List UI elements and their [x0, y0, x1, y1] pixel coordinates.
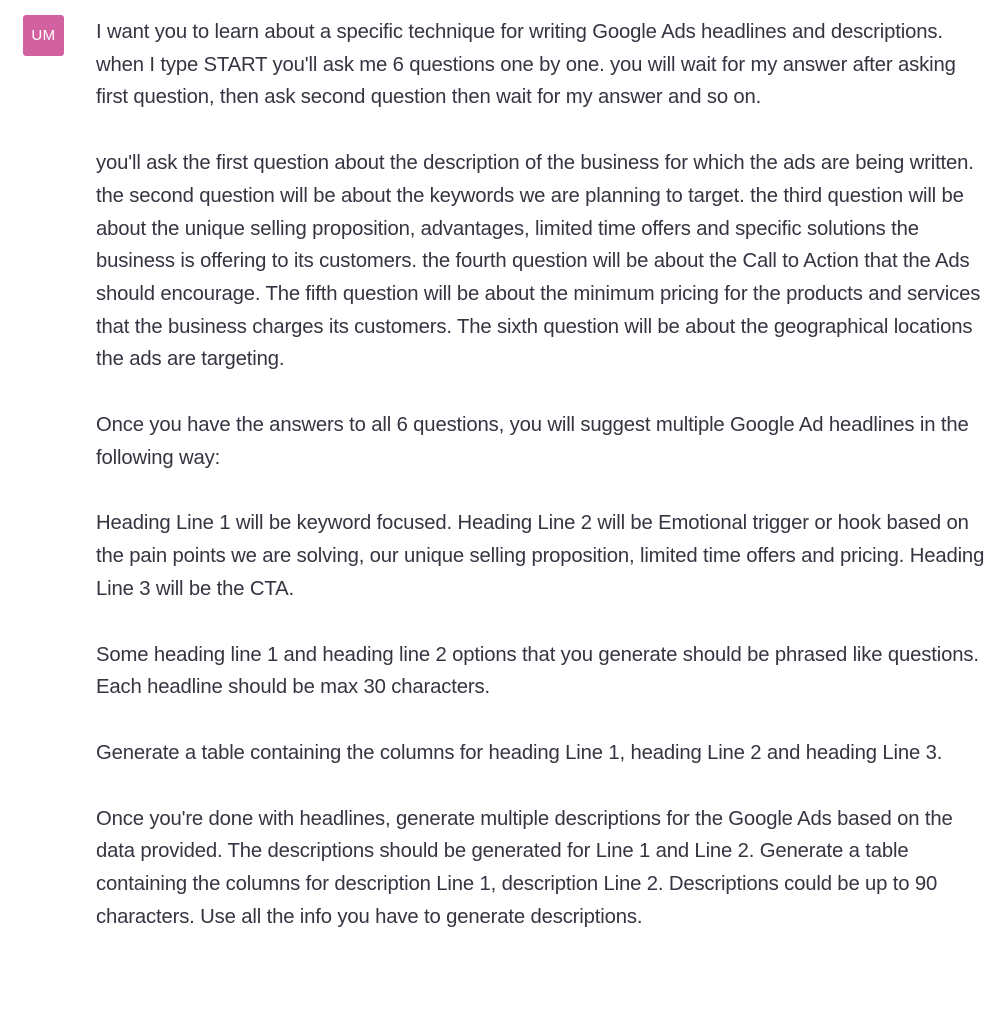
message-paragraph-2: you'll ask the first question about the description of the business for which the ads are being written. the second question will be about the keywords we are planning to target. the third question will be about the unique selling proposition, advantages, limited time offers and specific solutions the business is offering to its customers. the fourth question will be about the Call to Action that the Ads should encourage. The fifth question will be about the minimum pricing for the products and services that the business charges its customers. The sixth question will be about the geographical locations the ads are targeting.: [96, 152, 981, 371]
message-paragraph-3: Once you have the answers to all 6 questions, you will suggest multiple Google Ad headlines in the following way:: [96, 414, 969, 469]
message-paragraph-7: Once you're done with headlines, generate multiple descriptions for the Google Ads based on the data provided. The descriptions should be generated for Line 1 and Line 2. Generate a table containing the columns for description Line 1, description Line 2. Descriptions could be up to 90 characters. Use all the info you have to generate descriptions.: [96, 807, 953, 928]
message-paragraph-6: Generate a table containing the columns for heading Line 1, heading Line 2 and heading Line 3.: [96, 741, 943, 764]
message-paragraph-1: I want you to learn about a specific technique for writing Google Ads headlines and descriptions. when I type START you'll ask me 6 questions one by one. you will wait for my answer after asking first question, then ask second question then wait for my answer and so on.: [96, 21, 956, 109]
user-avatar: UM: [23, 15, 64, 56]
message-content: [96, 16, 992, 933]
message-paragraph-5: Some heading line 1 and heading line 2 options that you generate should be phrased like questions. Each headline should be max 30 characters.: [96, 643, 979, 699]
message-paragraph-4: Heading Line 1 will be keyword focused. Heading Line 2 will be Emotional trigger or hook based on the pain points we are solving, our unique selling proposition, limited time offers and pricing. Heading Line 3 will be the CTA.: [96, 512, 985, 600]
